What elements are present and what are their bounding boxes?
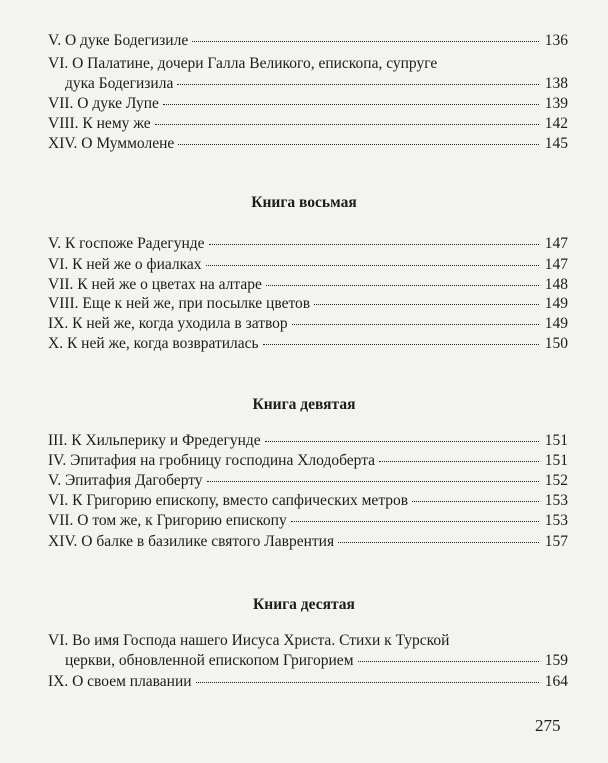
dot-leader — [412, 500, 539, 502]
toc-entry — [48, 451, 568, 471]
entry-title: VI. К Григорию епископу, вместо сапфических метров — [48, 492, 409, 509]
toc-entry — [48, 294, 568, 314]
entry-page: 151 — [544, 432, 568, 449]
entry-page: 149 — [544, 315, 568, 332]
dot-leader — [265, 440, 539, 442]
toc-entry — [48, 532, 568, 552]
dot-leader — [155, 123, 539, 125]
entry-page: 149 — [544, 295, 568, 312]
entry-page: 147 — [544, 235, 568, 252]
dot-leader — [338, 541, 539, 543]
entry-title: III. К Хильперику и Фредегунде — [48, 432, 261, 449]
dot-leader — [379, 460, 539, 462]
toc-entry — [48, 234, 568, 254]
section-heading: Книга десятая — [253, 596, 355, 613]
entry-title-continued: дука Бодегизила — [65, 75, 174, 92]
toc-entry — [48, 275, 568, 295]
entry-title: X. К ней же, когда возвратилась — [48, 335, 259, 352]
entry-title: VIII. К нему же — [48, 115, 151, 132]
entry-title-continued: церкви, обновленной епископом Григорием — [65, 652, 354, 669]
toc-entry — [48, 31, 568, 51]
toc-entry — [48, 334, 568, 354]
entry-page: 138 — [544, 75, 568, 92]
dot-leader — [209, 243, 540, 245]
dot-leader — [196, 681, 539, 683]
entry-title: IX. К ней же, когда уходила в затвор — [48, 315, 288, 332]
entry-title: IX. О своем плавании — [48, 673, 192, 690]
toc-entry — [48, 491, 568, 511]
dot-leader — [163, 103, 539, 105]
entry-title: XIV. О Муммолене — [48, 135, 175, 152]
toc-entry — [48, 471, 568, 491]
entry-title: VII. К ней же о цветах на алтаре — [48, 276, 262, 293]
dot-leader — [291, 520, 539, 522]
dot-leader — [314, 303, 539, 305]
entry-title: IV. Эпитафия на гробницу господина Хлодоберта — [48, 452, 376, 469]
dot-leader — [177, 83, 539, 85]
dot-leader — [207, 480, 539, 482]
toc-entry — [48, 631, 568, 671]
entry-title: V. О дуке Бодегизиле — [48, 32, 189, 49]
entry-title: V. К госпоже Радегунде — [48, 235, 205, 252]
entry-title: VI. О Палатине, дочери Галла Великого, епископа, супруге — [48, 55, 438, 72]
entry-title: VI. К ней же о фиалках — [48, 256, 202, 273]
toc-entry — [48, 314, 568, 334]
entry-page: 153 — [544, 492, 568, 509]
toc-entry — [48, 672, 568, 692]
page-number: 275 — [535, 716, 561, 735]
section-heading: Книга девятая — [252, 396, 356, 413]
entry-page: 139 — [544, 95, 568, 112]
entry-page: 150 — [544, 335, 568, 352]
entry-title: VII. О дуке Лупе — [48, 95, 159, 112]
entry-page: 164 — [544, 673, 568, 690]
entry-title: V. Эпитафия Дагоберту — [48, 472, 203, 489]
dot-leader — [358, 660, 540, 662]
dot-leader — [292, 323, 539, 325]
dot-leader — [206, 264, 539, 266]
toc-entry — [48, 94, 568, 114]
entry-page: 151 — [544, 452, 568, 469]
dot-leader — [266, 284, 539, 286]
entry-title: XIV. О балке в базилике святого Лаврентия — [48, 533, 335, 550]
entry-page: 142 — [544, 115, 568, 132]
entry-page: 157 — [544, 533, 568, 550]
toc-entry — [48, 114, 568, 134]
entry-page: 148 — [544, 276, 568, 293]
dot-leader — [178, 143, 539, 145]
section-heading: Книга восьмая — [251, 194, 357, 211]
entry-title: VI. Во имя Господа нашего Иисуса Христа. Стихи к Турской — [48, 632, 450, 649]
entry-page: 136 — [544, 32, 568, 49]
entry-page: 145 — [544, 135, 568, 152]
entry-page: 159 — [544, 652, 568, 669]
toc-entry — [48, 255, 568, 275]
toc-entry — [48, 511, 568, 531]
entry-title: VIII. Еще к ней же, при посылке цветов — [48, 295, 311, 312]
entry-title: VII. О том же, к Григорию епископу — [48, 512, 287, 529]
entry-page: 153 — [544, 512, 568, 529]
toc-entry — [48, 431, 568, 451]
entry-page: 147 — [544, 256, 568, 273]
dot-leader — [192, 40, 539, 42]
dot-leader — [263, 343, 539, 345]
toc-entry — [48, 54, 568, 94]
entry-page: 152 — [544, 472, 568, 489]
toc-entry — [48, 134, 568, 154]
